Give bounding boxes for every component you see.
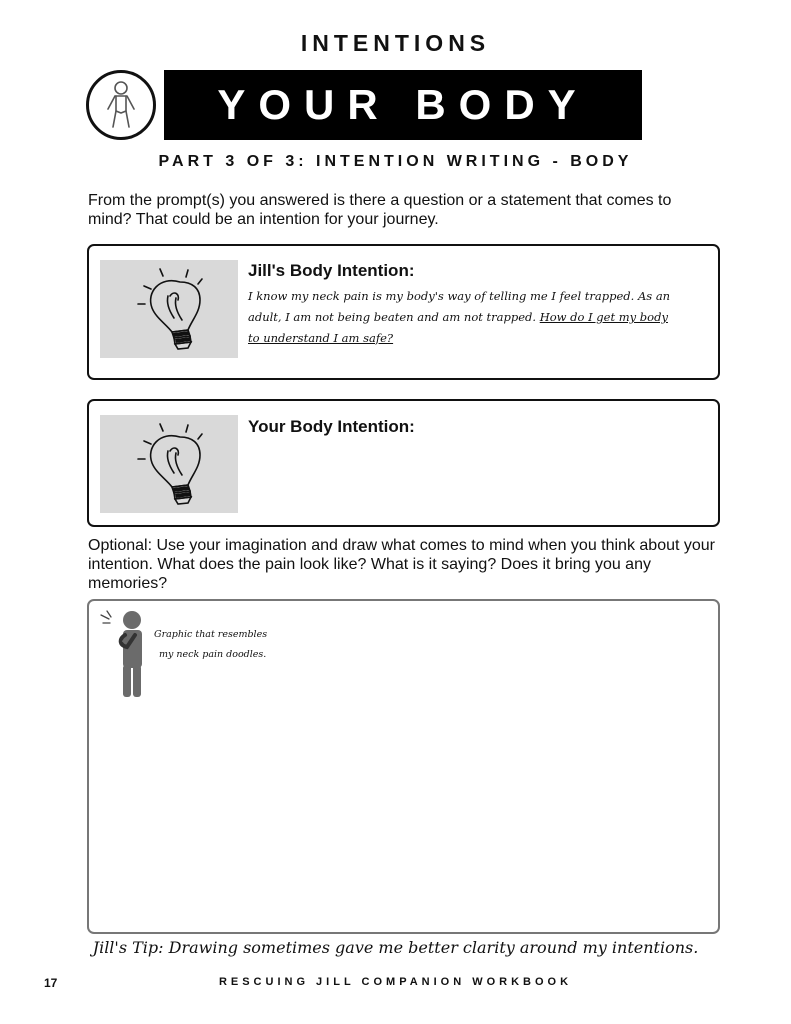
person-neck-pain-icon (99, 609, 149, 701)
drawing-caption-line-2: my neck pain doodles. (159, 649, 267, 660)
your-intention-card (87, 399, 720, 527)
jill-intention-heading: Jill's Body Intention: (248, 261, 415, 280)
intro-text: From the prompt(s) you answered is there a question or a statement that comes to mind? That could be an intention for your journey. (88, 192, 672, 228)
drawing-caption-line-1: Graphic that resembles (154, 629, 268, 640)
your-intention-writing-area[interactable] (248, 445, 708, 515)
jill-intention-question: How do I get my body to understand I am safe? (248, 310, 668, 345)
your-intention-heading: Your Body Intention: (248, 417, 415, 436)
page-title-banner (164, 70, 642, 140)
optional-instructions: Optional: Use your imagination and draw what comes to mind when you think about your intention. What does the pain look like? What is it saying? Does it bring you any memories? (88, 537, 716, 592)
section-title: INTENTIONS (300, 30, 491, 56)
jill-intention-card (87, 244, 720, 380)
jill-intention-plain: I know my neck pain is my body's way of telling me I feel trapped. As an adult, I am not being beaten and am not trapped. (248, 289, 671, 324)
jills-tip: Jill's Tip: Drawing sometimes gave me better clarity around my intentions. (92, 938, 699, 957)
lightbulb-icon (100, 260, 238, 358)
footer-book-title: RESCUING JILL COMPANION WORKBOOK (218, 976, 573, 988)
page-number: 17 (44, 976, 58, 990)
lightbulb-icon (100, 415, 238, 513)
part-label: PART 3 OF 3: INTENTION WRITING - BODY (158, 153, 633, 170)
drawing-area[interactable] (87, 599, 720, 934)
person-outline-icon (86, 70, 156, 140)
jill-intention-text (248, 286, 678, 349)
page-title: YOUR BODY (217, 81, 589, 128)
